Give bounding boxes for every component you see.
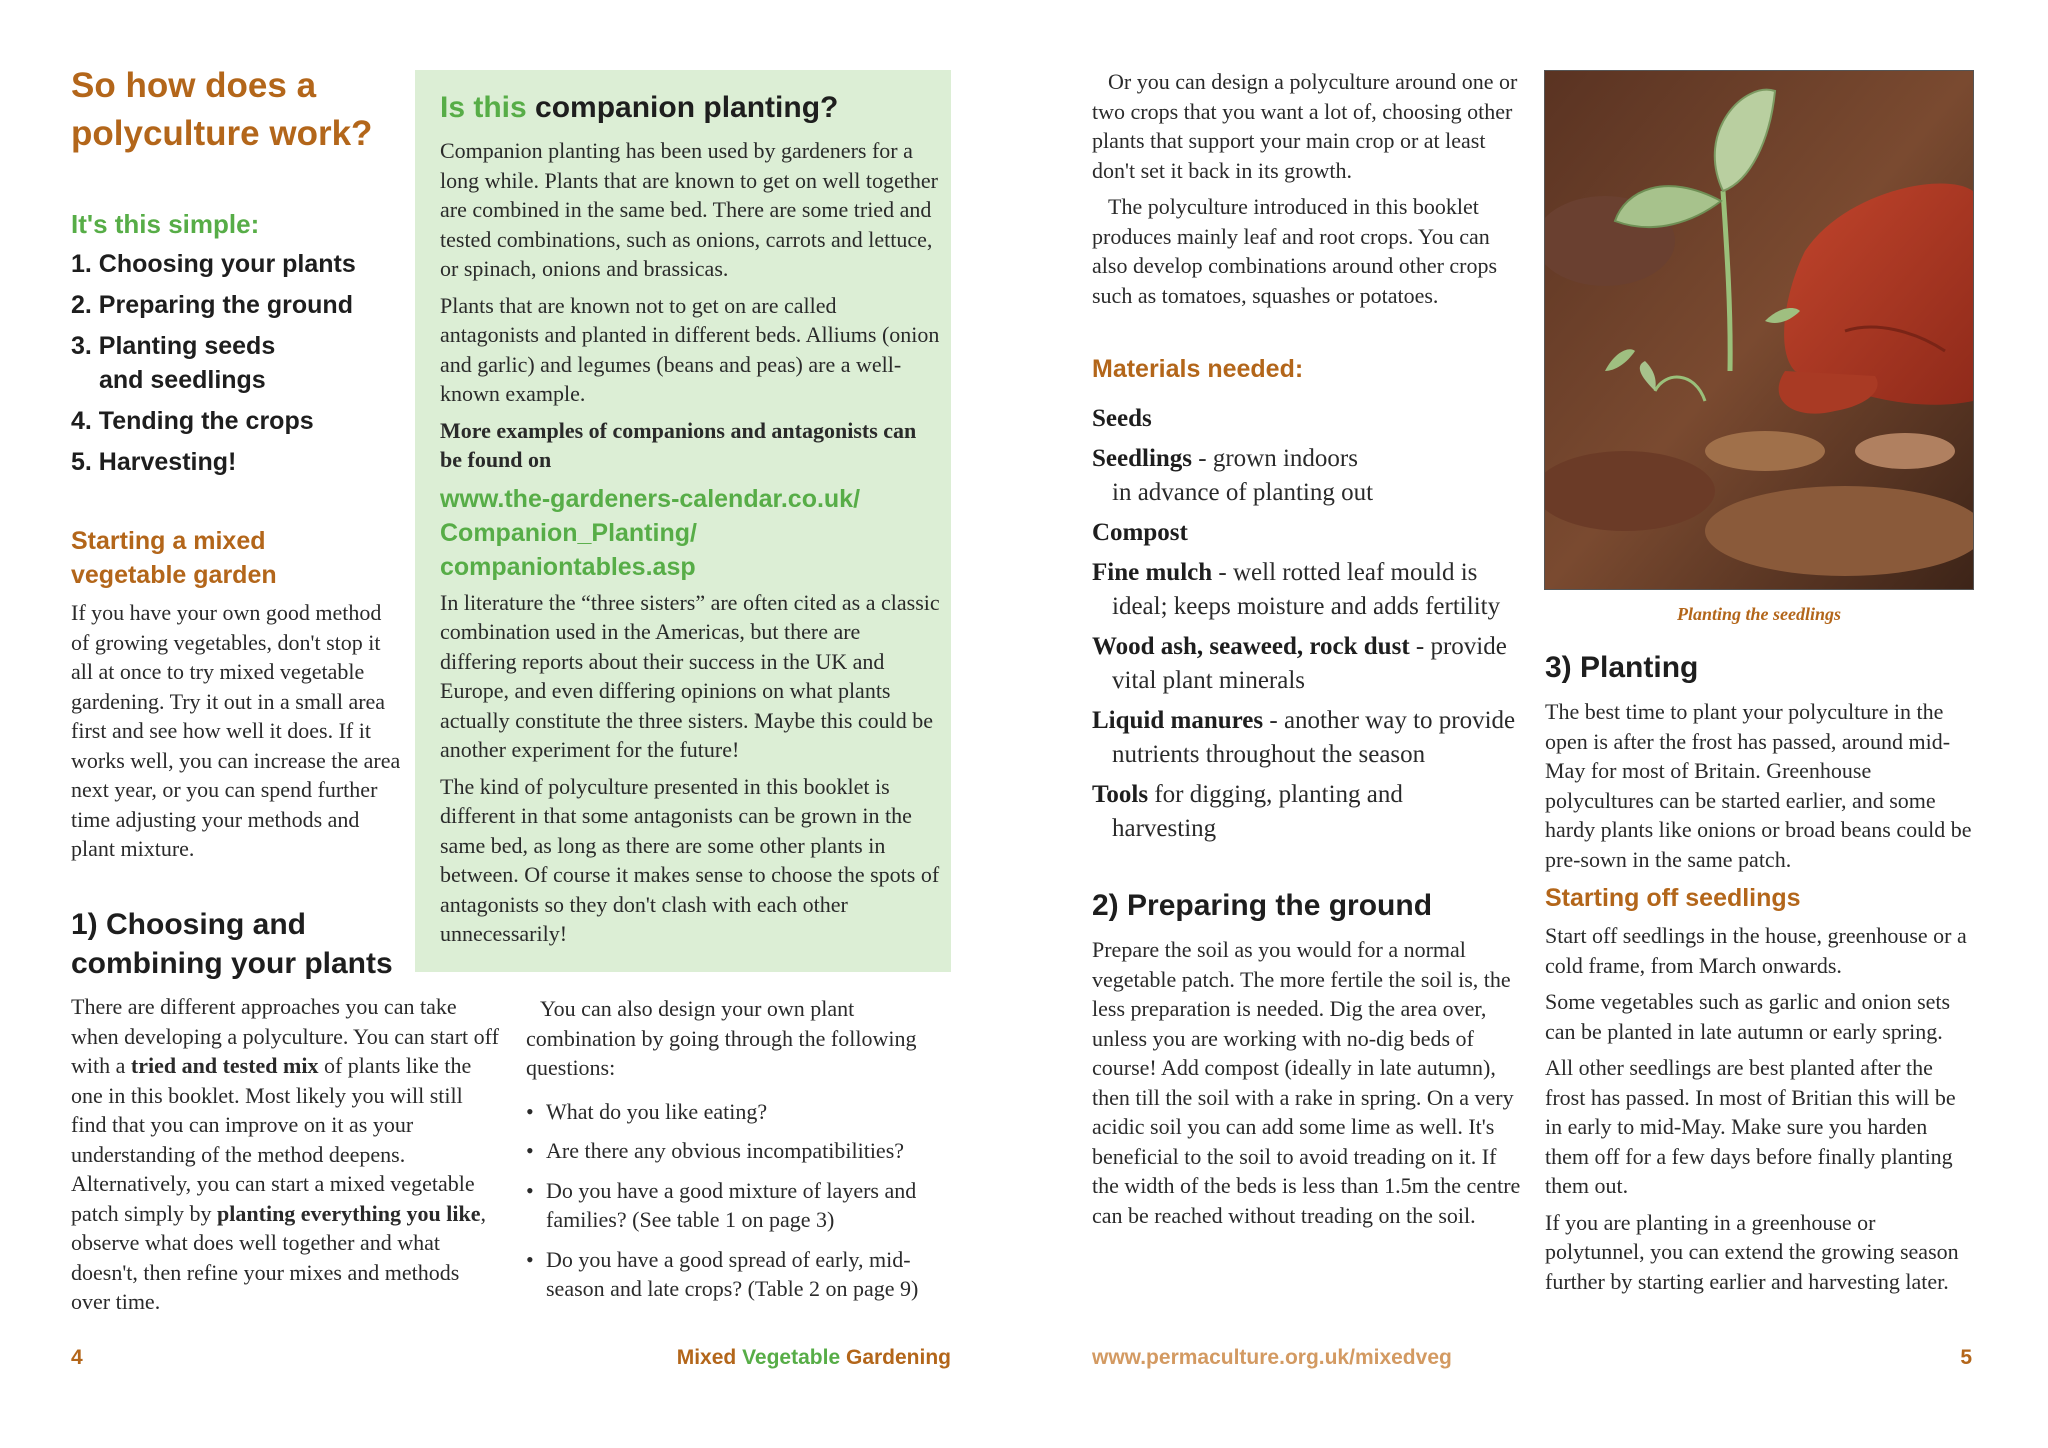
list-item: 2. Preparing the ground [71,291,353,319]
materials-list [1092,402,1532,852]
list-item: Compost [1092,519,1188,546]
seedlings-paragraph: Some vegetables such as garlic and onion sets can be planted in late autumn or early spring. [1545,989,1951,1044]
list-item: • Do you have a good mixture of layers and families? (See table 1 on page 3) [526,1176,951,1235]
starting-heading: Starting a mixed vegetable garden [71,527,277,589]
list-item: • What do you like eating? [526,1097,951,1127]
section2-heading: 2) Preparing the ground [1092,889,1433,922]
right-page-number: 5 [1960,1346,1972,1369]
footer-url[interactable]: www.permaculture.org.uk/mixedveg [1092,1346,1452,1369]
section2-paragraph: Prepare the soil as you would for a normal vegetable patch. The more fertile the soil is, the less preparation is needed. Dig the area over, unless you are working with no-dig beds of course! Add compost (ideally in late autumn), then till the soil with a rake in spring. On a very acidic soil you can add some lime as well. It's beneficial to the soil to avoid treading on it. If the width of the beds is less than 1.5m the centre can be reached without treading on the soil. [1092,937,1521,1228]
seedlings-paragraph: Start off seedlings in the house, greenhouse or a cold frame, from March onwards. [1545,923,1967,978]
seedling-photo-icon [1545,71,1973,589]
materials-heading: Materials needed: [1092,355,1304,383]
sidebar-title: Is this companion planting? [440,91,839,124]
left-page-number: 4 [71,1346,83,1369]
page-title: So how does a polyculture work? [71,66,373,153]
footer-title: Mixed Vegetable Gardening [676,1346,951,1369]
seedlings-paragraph: All other seedlings are best planted after the frost has passed. In most of Britian this will be in early to mid-May. Make sure you harden them off for a few days before finally planting them out. [1545,1055,1956,1198]
section1-heading: 1) Choosing and combining your plants [71,908,393,980]
section1-paragraph: There are different approaches you can take when developing a polyculture. You can start off with a tried and tested mix of plants like the one in this booklet. Most likely you will still find that you can improve on it as your understanding of the method deepens. Alternatively, you can start a mixed vegetable patch simply by planting everything you like, observe what does well together and what doesn't, then refine your mixes and methods over time. [71,994,499,1314]
sidebar-paragraph: More examples of companions and antagonists can be found on [440,417,917,472]
list-item: 3. Planting seeds and seedlings [71,332,276,394]
intro-paragraph: The polyculture introduced in this booklet produces mainly leaf and root crops. You can also develop combinations around other crops such as tomatoes, squashes or potatoes. [1092,194,1498,308]
design-paragraph: You can also design your own plant combination by going through the following questions: [526,996,917,1080]
seedlings-paragraph: If you are planting in a greenhouse or polytunnel, you can extend the growing season further by starting earlier and harvesting later. [1545,1209,1959,1294]
list-item: Seeds [1092,405,1152,432]
sidebar-paragraph: In literature the “three sisters” are often cited as a classic combination used in the Americas, but there are differing reports about their success in the UK and Europe, and even differing opinions on what plants actually constitute the three sisters. Maybe this could be another experiment for the future! [440,589,940,762]
sidebar-body [440,136,940,956]
design-column [526,994,951,1314]
companion-planting-box [415,70,951,972]
list-item: 1. Choosing your plants [71,250,356,278]
section3-paragraph: The best time to plant your polyculture in the open is after the frost has passed, around mid-May for most of Britain. Greenhouse polycultures can be started earlier, and some hardy plants like onions or broad beans could be pre-sown in the same patch. [1545,699,1972,872]
section3-heading: 3) Planting [1545,651,1699,684]
simple-heading: It's this simple: [71,209,260,239]
intro-column [1092,67,1522,317]
list-item: Wood ash, seaweed, rock dust - provide vital plant minerals [1092,633,1507,694]
seedling-photo [1544,70,1974,590]
intro-paragraph: Or you can design a polyculture around one or two crops that you want a lot of, choosing other plants that support your main crop or at least don't set it back in its growth. [1092,69,1518,183]
companion-link[interactable]: www.the-gardeners-calendar.co.uk/ Companion_Planting/ companiontables.asp [440,484,861,581]
list-item: 5. Harvesting! [71,448,237,476]
list-item: 4. Tending the crops [71,407,314,435]
list-item: • Are there any obvious incompatibilities? [526,1136,951,1166]
list-item: • Do you have a good spread of early, mid-season and late crops? (Table 2 on page 9) [526,1245,951,1304]
sidebar-paragraph: Companion planting has been used by gardeners for a long while. Plants that are known to get on well together are combined in the same bed. There are some tried and tested combinations, such as onions, carrots and lettuce, or spinach, onions and brassicas. [440,138,938,281]
list-item: Fine mulch - well rotted leaf mould is ideal; keeps moisture and adds fertility [1092,559,1501,620]
starting-paragraph: If you have your own good method of growing vegetables, don't stop it all at once to try mixed vegetable gardening. Try it out in a small area first and see how well it does. If it works well, you can increase the area next year, or you can spend further time adjusting your methods and plant mixture. [71,600,401,861]
photo-caption: Planting the seedlings [1676,604,1842,624]
steps-list [71,244,401,483]
sidebar-paragraph: Plants that are known not to get on are called antagonists and planted in different beds. Alliums (onion and garlic) and legumes (beans and peas) are a well-known example. [440,292,940,406]
list-item: Seedlings - grown indoors in advance of planting out [1092,445,1374,506]
seedlings-heading: Starting off seedlings [1545,884,1801,912]
section3-column [1545,697,1975,1303]
sidebar-paragraph: The kind of polyculture presented in this booklet is different in that some antagonists can be grown in the same bed, as long as there are some other plants in between. Of course it makes sense to choose the spots of antagonists so they don't clash with each other unnecessarily! [440,773,940,946]
list-item: Tools for digging, planting and harvesting [1092,781,1403,842]
questions-list [526,1097,951,1304]
list-item: Liquid manures - another way to provide nutrients throughout the season [1092,707,1516,768]
